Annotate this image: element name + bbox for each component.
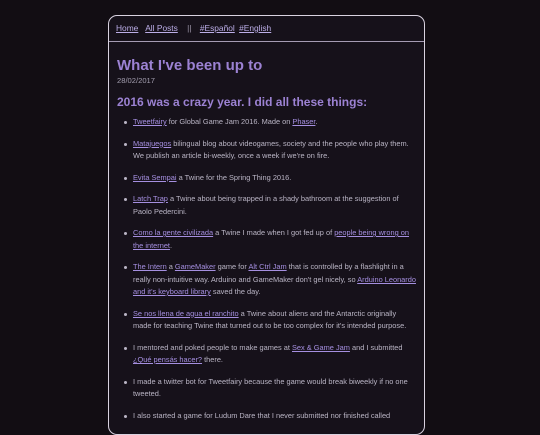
alt-ctrl-jam-link[interactable]: Alt Ctrl Jam bbox=[248, 262, 287, 271]
project-list bbox=[117, 116, 416, 422]
nav-home-link[interactable]: Home bbox=[116, 23, 139, 33]
que-pensas-hacer-link[interactable]: ¿Qué pensás hacer? bbox=[133, 355, 203, 364]
matajuegos-link[interactable]: Matajuegos bbox=[133, 138, 172, 148]
list-item: I also started a game for Ludum Dare that I never submitted nor finished called bbox=[133, 410, 416, 423]
como-la-gente-link[interactable]: Como la gente civilizada bbox=[133, 228, 214, 237]
list-item: I made a twitter bot for Tweetfairy because the game would break biweekly if no one tweeted. bbox=[133, 376, 416, 401]
nav-separator: || bbox=[187, 23, 192, 33]
top-nav bbox=[109, 16, 424, 42]
sex-game-jam-link[interactable]: Sex & Game Jam bbox=[292, 342, 350, 352]
tweetfairy-link[interactable]: Tweetfairy bbox=[133, 117, 167, 126]
list-item: Latch Trap a Twine about being trapped in a shady bathroom at the suggestion of Paolo Pedercini. bbox=[133, 193, 416, 218]
people-wrong-link[interactable]: people being wrong on the internet bbox=[133, 228, 409, 250]
the-intern-link[interactable]: The Intern bbox=[133, 262, 167, 271]
nav-all-posts-link[interactable]: All Posts bbox=[145, 23, 178, 33]
list-item: Tweetfairy for Global Game Jam 2016. Made on Phaser. bbox=[133, 116, 416, 129]
list-item: Como la gente civilizada a Twine I made when I got fed up of people being wrong on the internet. bbox=[133, 227, 416, 252]
nav-tag-english-link[interactable]: #English bbox=[239, 23, 272, 33]
list-item: Se nos llena de agua el ranchito a Twine about aliens and the Antarctic originally made for teaching Twine that turned out to be too complex for it's intended purpose. bbox=[133, 308, 416, 333]
list-item: I mentored and poked people to make games at Sex & Game Jam and I submitted ¿Qué pensás hacer? there. bbox=[133, 342, 416, 367]
post-panel bbox=[108, 15, 425, 435]
phaser-link[interactable]: Phaser bbox=[292, 117, 316, 126]
evita-sempai-link[interactable]: Evita Sempai bbox=[133, 172, 177, 182]
list-item: The Intern a GameMaker game for Alt Ctrl Jam that is controlled by a flashlight in a really non-intuitive way. Arduino and GameMaker don't gel nicely, so Arduino Leonardo and it's keyboard library saved the day. bbox=[133, 261, 416, 299]
post-content bbox=[109, 57, 424, 422]
gamemaker-link[interactable]: GameMaker bbox=[174, 262, 216, 271]
post-title: What I've been up to bbox=[117, 57, 263, 74]
post-subtitle: 2016 was a crazy year. I did all these things: bbox=[117, 95, 368, 109]
nav-tag-espanol-link[interactable]: #Español bbox=[199, 23, 235, 33]
list-item: Evita Sempai a Twine for the Spring Thing 2016. bbox=[133, 172, 416, 185]
arduino-leonardo-link[interactable]: Arduino Leonardo and it's keyboard library bbox=[133, 274, 416, 296]
post-date: 28/02/2017 bbox=[117, 76, 156, 85]
ranchito-link[interactable]: Se nos llena de agua el ranchito bbox=[133, 308, 239, 318]
list-item: Matajuegos bilingual blog about videogames, society and the people who play them. We publish an article bi-weekly, once a week if we're on fire. bbox=[133, 138, 416, 163]
latch-trap-link[interactable]: Latch Trap bbox=[133, 194, 168, 203]
